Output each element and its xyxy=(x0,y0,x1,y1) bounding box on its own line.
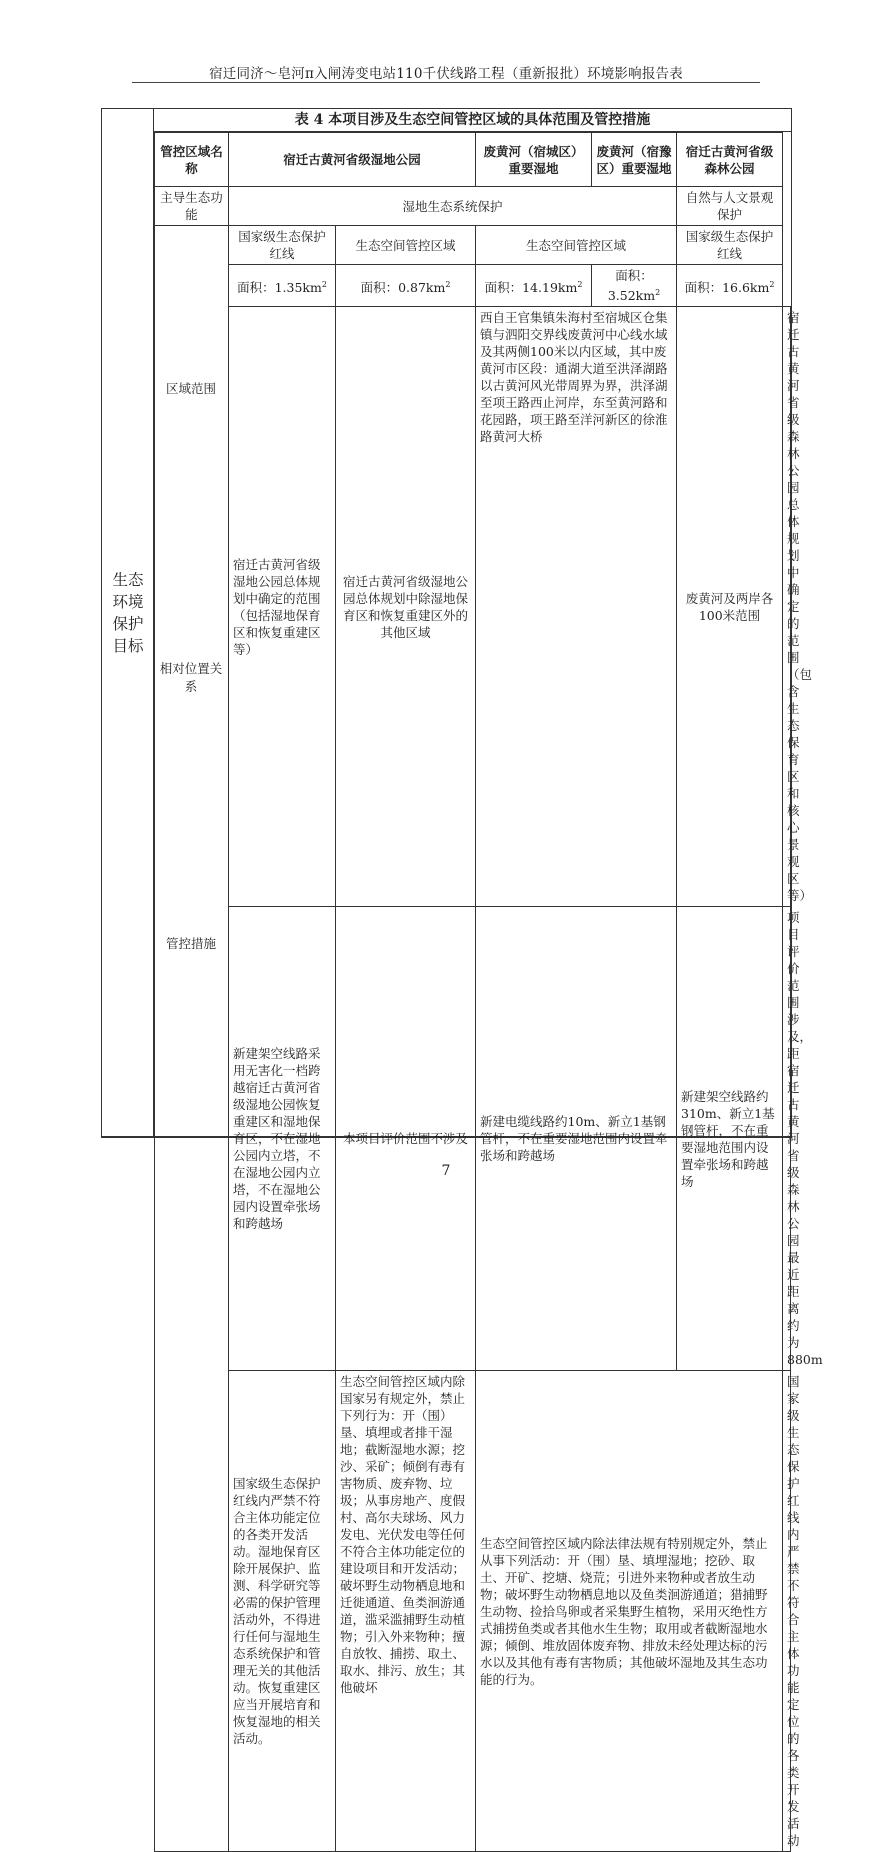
func-forest: 自然与人文景观保护 xyxy=(677,187,783,226)
area-val-3-text: 面积：14.19km xyxy=(484,279,578,295)
header-area1: 宿迁古黄河省级湿地公园 xyxy=(229,133,476,187)
table-row xyxy=(155,1371,791,1852)
control-zone-table xyxy=(154,132,823,1852)
area-val-4-text: 面积：3.52km xyxy=(607,268,656,304)
area-val-5-text: 面积：16.6km xyxy=(684,279,770,295)
relation-label: 相对位置关系 xyxy=(159,661,223,694)
measures-1: 国家级生态保护红线内严禁不符合主体功能定位的各类开发活动。湿地保育区除开展保护、监测、科学研究等必需的保护管理活动外，不得进行任何与湿地生态系统保护和管理无关的其他活动。恢复重建区应当开展培育和恢复湿地的相关活动。 xyxy=(229,1371,336,1852)
relation-5: 项目评价范围涉及，距宿迁古黄河省级森林公园最近距离约为880m xyxy=(783,907,791,1371)
measures-4: 国家级生态保护红线内严禁不符合主体功能定位的各类开发活动 xyxy=(783,1371,791,1852)
side-label: 生态环境保护目标 xyxy=(112,571,144,655)
type-2: 生态空间管控区域 xyxy=(336,226,476,265)
type-4: 国家级生态保护红线 xyxy=(677,226,783,265)
measures-3: 生态空间管控区域内除法律法规有特别规定外，禁止从事下列活动：开（围）垦、填埋湿地；挖砂、取土、开矿、挖塘、烧荒；引进外来物种或者放生动物；破坏野生动物栖息地以及鱼类洄游通道；猎捕野生动物、捡拾鸟卵或者采集野生植物，采用灭绝性方式捕捞鱼类或者其他水生生物；取用或者截断湿地水源；倾倒、堆放固体废弃物、排放未经处理达标的污水以及其他有毒有害物质；其他破坏湿地及其生态功能的行为。 xyxy=(476,1371,783,1852)
area-val-3-sup: 2 xyxy=(577,279,583,289)
scope-2: 宿迁古黄河省级湿地公园总体规划中除湿地保育区和恢复重建区外的其他区域 xyxy=(336,307,476,907)
relation-2: 本项目评价范围不涉及 xyxy=(336,907,476,1371)
func-wetland: 湿地生态系统保护 xyxy=(229,187,677,226)
page-number: 7 xyxy=(441,1163,451,1179)
scope-4: 废黄河及两岸各100米范围 xyxy=(677,307,783,907)
inner-table-area xyxy=(154,109,823,1849)
area-val-4 xyxy=(592,265,677,307)
table-title: 表 4 本项目涉及生态空间管控区域的具体范围及管控措施 xyxy=(154,109,791,132)
scope-label: 区域范围 xyxy=(165,381,216,396)
area-val-2-sup: 2 xyxy=(445,279,451,289)
area-val-3 xyxy=(476,265,592,307)
table-row xyxy=(155,907,791,1371)
header-area2: 废黄河（宿城区）重要湿地 xyxy=(476,133,592,187)
relation-1: 新建架空线路采用无害化一档跨越宿迁古黄河省级湿地公园恢复重建区和湿地保育区，不在湿地公园内立塔，不在湿地公园内立塔，不在湿地公园内设置牵张场和跨越场 xyxy=(229,907,336,1371)
header-rule xyxy=(132,82,760,83)
scope-3: 西自王官集镇朱海村至宿城区仓集镇与泗阳交界线废黄河中心线水域及其两侧100米以内区域，其中废黄河市区段：通湖大道至洪泽湖路以古黄河风光带周界为界，洪泽湖至项王路西止河岸，东至黄河路和花园路，项王路至洋河新区的徐淮路黄河大桥 xyxy=(476,307,677,907)
table-row xyxy=(155,307,791,907)
func-label: 主导生态功能 xyxy=(155,187,229,226)
type-1: 国家级生态保护红线 xyxy=(229,226,336,265)
scope-1: 宿迁古黄河省级湿地公园总体规划中确定的范围（包括湿地保育区和恢复重建区等） xyxy=(229,307,336,907)
side-column xyxy=(102,109,154,1136)
table-row xyxy=(155,133,791,187)
area-val-4-sup: 2 xyxy=(655,288,661,297)
page-header: 宿迁同济～皂河π入闸涛变电站110千伏线路工程（重新报批）环境影响报告表 xyxy=(209,66,683,82)
outer-table-frame xyxy=(101,108,823,1849)
area-val-1-text: 面积：1.35km xyxy=(237,279,322,295)
measures-label: 管控措施 xyxy=(165,936,216,951)
relation-3: 新建电缆线路约10m、新立1基钢管杆，不在重要湿地范围内设置牵张场和跨越场 xyxy=(476,907,677,1371)
blank-label-cell xyxy=(155,226,229,1852)
header-area4: 宿迁古黄河省级森林公园 xyxy=(677,133,783,187)
table-row xyxy=(155,187,791,226)
type-3: 生态空间管控区域 xyxy=(476,226,677,265)
measures-2: 生态空间管控区域内除国家另有规定外，禁止下列行为：开（围）垦、填埋或者排干湿地；截断湿地水源；挖沙、采矿；倾倒有毒有害物质、废弃物、垃圾；从事房地产、度假村、高尔夫球场、风力发电、光伏发电等任何不符合主体功能定位的建设项目和开发活动；破坏野生动物栖息地和迁徙通道、鱼类洄游通道，滥采滥捕野生动植物；引入外来物种；擅自放牧、捕捞、取土、取水、排污、放生；其他破坏 xyxy=(336,1371,476,1852)
area-val-2 xyxy=(336,265,476,307)
area-val-5 xyxy=(677,265,783,307)
scope-5: 宿迁古黄河省级森林公园总体规划中确定的范围（包含生态保育区和核心景观区等） xyxy=(783,307,791,907)
area-val-1-sup: 2 xyxy=(321,279,327,289)
header-name: 管控区域名称 xyxy=(155,133,229,187)
table-row xyxy=(155,226,791,265)
relation-4: 新建架空线路约310m、新立1基钢管杆，不在重要湿地范围内设置牵张场和跨越场 xyxy=(677,907,783,1371)
area-val-2-text: 面积：0.87km xyxy=(360,279,446,295)
area-val-5-sup: 2 xyxy=(769,279,775,289)
area-val-1 xyxy=(229,265,336,307)
table-row xyxy=(155,265,791,307)
header-area3: 废黄河（宿豫区）重要湿地 xyxy=(592,133,677,187)
